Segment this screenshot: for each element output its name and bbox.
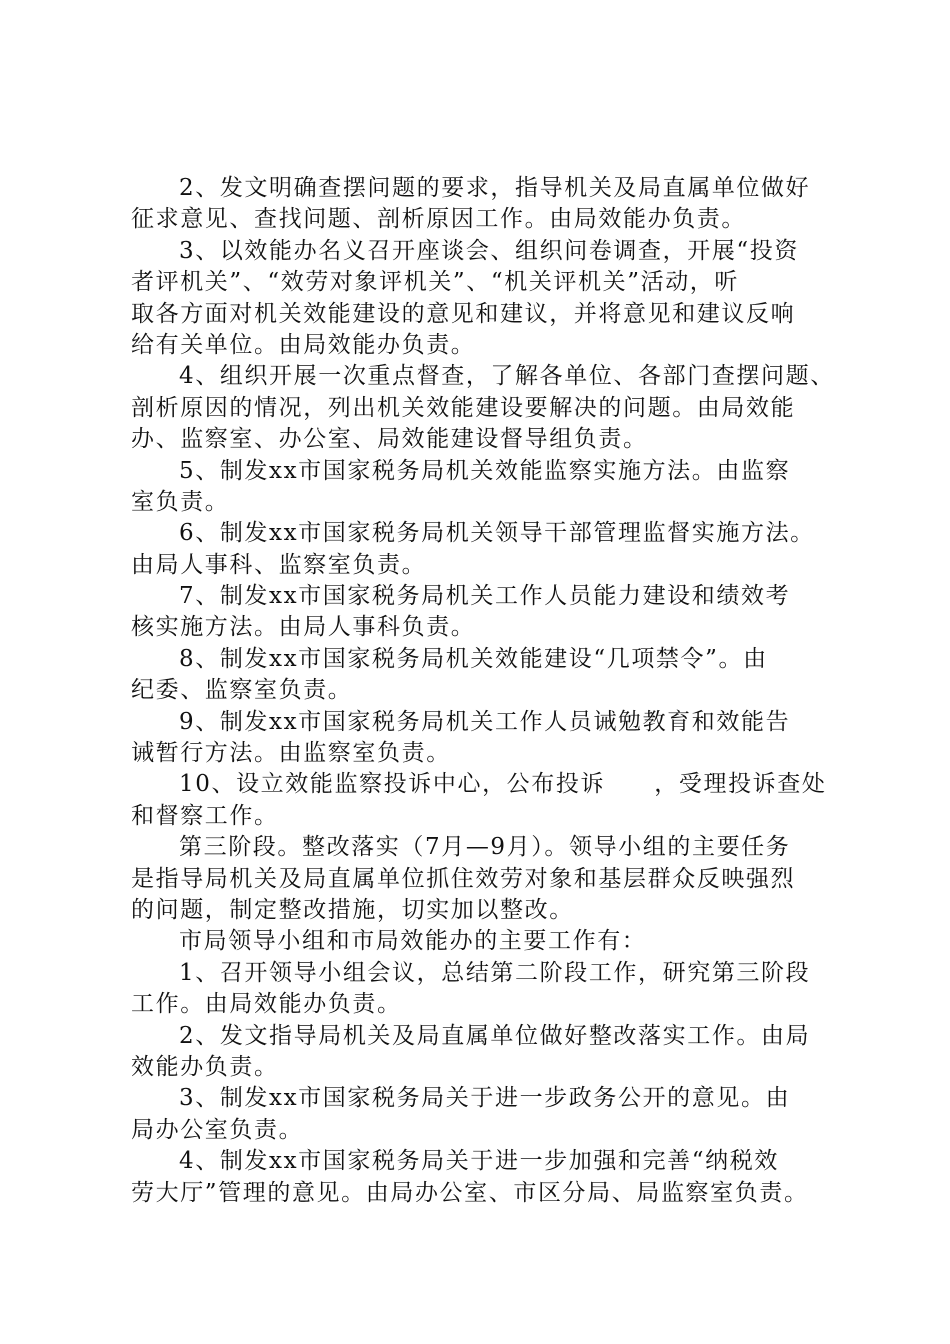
text-line: 4、制发xx市国家税务局关于进一步加强和完善“纳税效 [179, 1148, 779, 1175]
text-line: 核实施方法。由局人事科负责。 [131, 614, 476, 641]
text-line: 纪委、监察室负责。 [131, 677, 353, 704]
text-line: 取各方面对机关效能建设的意见和建议，并将意见和建议反响 [131, 300, 796, 327]
text-line: 3、制发xx市国家税务局关于进一步政务公开的意见。由 [179, 1085, 791, 1112]
text-line: 室负责。 [131, 488, 230, 515]
text-line: 征求意见、查找问题、剖析原因工作。由局效能办负责。 [131, 206, 746, 233]
text-line: 由局人事科、监察室负责。 [131, 551, 427, 578]
text-line: 诫暂行方法。由监察室负责。 [131, 740, 451, 767]
text-line: 的问题，制定整改措施，切实加以整改。 [131, 896, 574, 923]
text-line: 6、制发xx市国家税务局机关领导干部管理监督实施方法。 [179, 520, 815, 547]
text-line: 3、以效能办名义召开座谈会、组织问卷调查，开展“投资 [179, 237, 799, 264]
text-line: 和督察工作。 [131, 802, 279, 829]
document-body [131, 173, 835, 1209]
text-line: 给有关单位。由局效能办负责。 [131, 331, 476, 358]
text-line: 办、监察室、办公室、局效能建设督导组负责。 [131, 426, 648, 453]
text-line: 市局领导小组和市局效能办的主要工作有： [179, 928, 647, 955]
text-line: 5、制发xx市国家税务局机关效能监察实施方法。由监察 [179, 457, 791, 484]
text-line: 劳大厅”管理的意见。由局办公室、市区分局、局监察室负责。 [131, 1179, 809, 1206]
text-line: 剖析原因的情况，列出机关效能建设要解决的问题。由局效能 [131, 394, 796, 421]
text-line: 9、制发xx市国家税务局机关工作人员诫勉教育和效能告 [179, 708, 791, 735]
text-line: 4、组织开展一次重点督查，了解各单位、各部门查摆问题、 [179, 363, 835, 390]
text-line: 者评机关”、“效劳对象评机关”、“机关评机关”活动，听 [131, 269, 739, 296]
text-line: 2、发文指导局机关及局直属单位做好整改落实工作。由局 [179, 1022, 811, 1049]
text-line: 局办公室负责。 [131, 1116, 304, 1143]
text-line: 10、设立效能监察投诉中心，公布投诉 ，受理投诉查处 [179, 771, 827, 798]
text-line: 2、发文明确查摆问题的要求，指导机关及局直属单位做好 [179, 175, 811, 201]
text-line: 是指导局机关及局直属单位抓住效劳对象和基层群众反映强烈 [131, 865, 796, 892]
text-line: 1、召开领导小组会议，总结第二阶段工作，研究第三阶段 [179, 959, 811, 986]
text-line: 工作。由局效能办负责。 [131, 991, 402, 1018]
text-line: 8、制发xx市国家税务局机关效能建设“几项禁令”。由 [179, 645, 768, 672]
text-line: 7、制发xx市国家税务局机关工作人员能力建设和绩效考 [179, 583, 791, 610]
text-line: 效能办负责。 [131, 1053, 279, 1080]
text-line: 第三阶段。整改落实（7月—9月）。领导小组的主要任务 [179, 834, 791, 861]
